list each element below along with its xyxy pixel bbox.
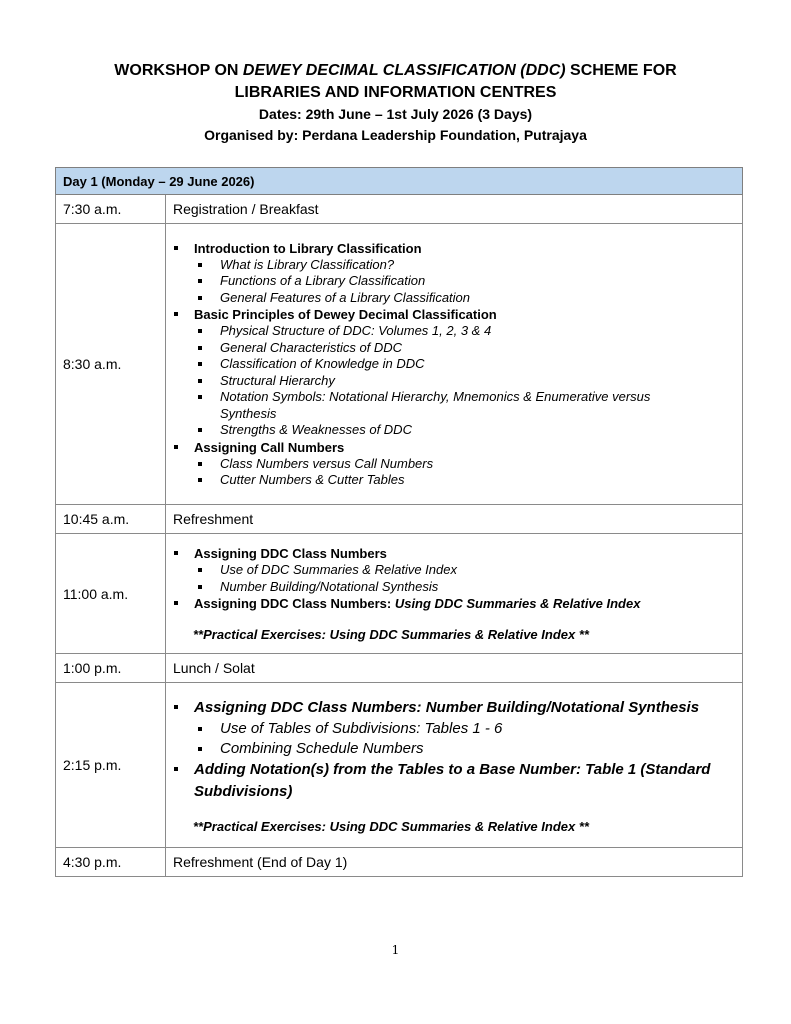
schedule-table (55, 167, 743, 877)
subtopic-item: Use of DDC Summaries & Relative Index (166, 562, 742, 579)
schedule-row (56, 195, 743, 224)
time-cell: 2:15 p.m. (56, 683, 166, 848)
time-cell: 4:30 p.m. (56, 848, 166, 877)
document-header (0, 60, 791, 146)
practical-exercises-note: **Practical Exercises: Using DDC Summaries & Relative Index ** (193, 627, 589, 642)
workshop-title: WORKSHOP ON DEWEY DECIMAL CLASSIFICATION (DDC) SCHEME FOR (114, 62, 677, 79)
time-cell: 8:30 a.m. (56, 224, 166, 505)
subtopic-item: General Features of a Library Classification (166, 290, 742, 307)
activity-cell (166, 683, 743, 848)
workshop-organiser: Organised by: Perdana Leadership Foundation, Putrajaya (204, 127, 587, 143)
subtopic-item: Number Building/Notational Synthesis (166, 579, 742, 596)
topic-list (166, 240, 742, 489)
activity-cell (166, 534, 743, 654)
subtopic-item: Class Numbers versus Call Numbers (166, 456, 742, 473)
activity-cell: Lunch / Solat (166, 654, 743, 683)
practical-exercises-note: **Practical Exercises: Using DDC Summaries & Relative Index ** (193, 818, 589, 834)
schedule-row (56, 534, 743, 654)
day-header: Day 1 (Monday – 29 June 2026) (56, 168, 743, 195)
subtopic-item: Cutter Numbers & Cutter Tables (166, 472, 742, 489)
schedule-row (56, 848, 743, 877)
schedule-row (56, 505, 743, 534)
subtopic-item: Classification of Knowledge in DDC (166, 356, 742, 373)
schedule-row (56, 683, 743, 848)
workshop-title-line2: LIBRARIES AND INFORMATION CENTRES (234, 84, 557, 101)
topic-list (166, 545, 742, 612)
time-cell: 11:00 a.m. (56, 534, 166, 654)
subtopic-item: Physical Structure of DDC: Volumes 1, 2, 3 & 4 (166, 323, 742, 340)
activity-cell (166, 224, 743, 505)
topic-item: Introduction to Library Classification (166, 240, 742, 257)
activity-cell: Refreshment (166, 505, 743, 534)
topic-list (166, 697, 742, 803)
schedule-row (56, 654, 743, 683)
topic-item: Assigning DDC Class Numbers: Using DDC Summaries & Relative Index (166, 595, 742, 612)
subtopic-item: What is Library Classification? (166, 257, 742, 274)
topic-item: Assigning DDC Class Numbers: Number Building/Notational Synthesis (166, 697, 742, 719)
subtopic-item: Functions of a Library Classification (166, 273, 742, 290)
subtopic-item: Strengths & Weaknesses of DDC (166, 422, 742, 439)
subtopic-item: Structural Hierarchy (166, 373, 742, 390)
time-cell: 1:00 p.m. (56, 654, 166, 683)
day-header-row (56, 168, 743, 195)
topic-item: Basic Principles of Dewey Decimal Classification (166, 306, 742, 323)
subtopic-item: Use of Tables of Subdivisions: Tables 1 - 6 (166, 719, 742, 739)
page-number: 1 (391, 943, 400, 957)
time-cell: 7:30 a.m. (56, 195, 166, 224)
subtopic-item: Notation Symbols: Notational Hierarchy, Mnemonics & Enumerative versus Synthesis (166, 389, 742, 422)
subtopic-item: General Characteristics of DDC (166, 340, 742, 357)
activity-cell: Refreshment (End of Day 1) (166, 848, 743, 877)
subtopic-item: Combining Schedule Numbers (166, 739, 742, 759)
topic-item: Assigning Call Numbers (166, 439, 742, 456)
topic-item: Adding Notation(s) from the Tables to a Base Number: Table 1 (Standard Subdivisions) (166, 759, 742, 803)
schedule-row (56, 224, 743, 505)
time-cell: 10:45 a.m. (56, 505, 166, 534)
topic-item: Assigning DDC Class Numbers (166, 545, 742, 562)
workshop-dates: Dates: 29th June – 1st July 2026 (3 Days) (258, 106, 533, 122)
activity-cell: Registration / Breakfast (166, 195, 743, 224)
